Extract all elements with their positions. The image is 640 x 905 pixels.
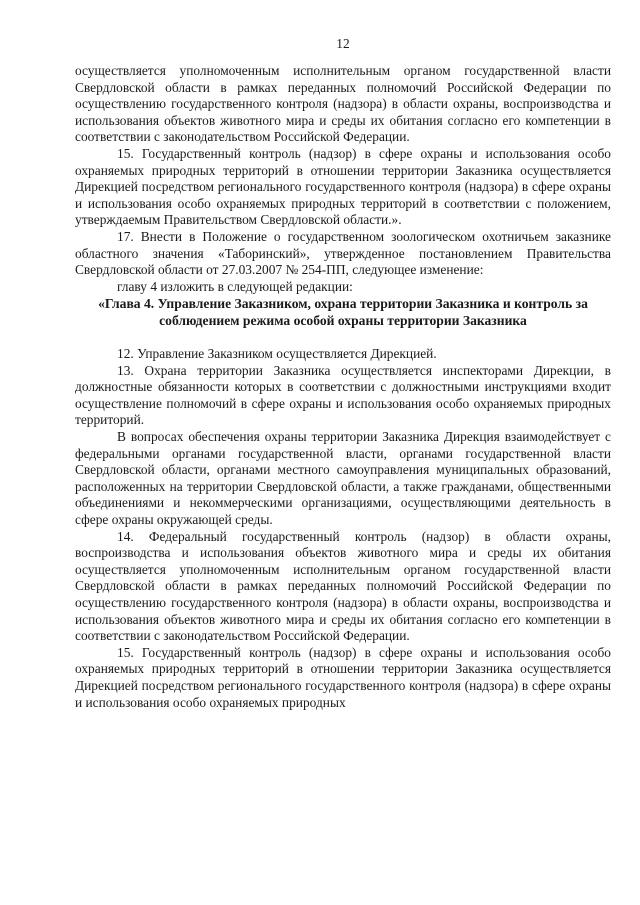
paragraph-item-14: 14. Федеральный государственный контроль (надзор) в области охраны, воспроизводства и использования объектов животного мира и среды их обитания осуществляется уполномоченным исполнительным органом государственной власти Свердловской области в рамках переданных полномочий Российской Федерации по осуществлению государственного контроля (надзора) в области охраны, воспроизводства и использования объектов животного мира и среды их обитания согласно его компетенции в соответствии с законодательством Российской Федерации. [75, 528, 611, 644]
page-number: 12 [336, 36, 350, 51]
paragraph-cooperation: В вопросах обеспечения охраны территории Заказника Дирекция взаимодействует с федеральными органами государственной власти, органами государственной власти Свердловской области, органами местного самоуправления муниципальных образований, расположенных на территории Свердловской области, а также гражданами, общественными объединениями и некоммерческими организациями, осуществляющими деятельность в сфере охраны окружающей среды. [75, 429, 611, 528]
paragraph-continuation: осуществляется уполномоченным исполнительным органом государственной власти Свердловской области в рамках переданных полномочий Российской Федерации по осуществлению государственного контроля (надзора) в области охраны, воспроизводства и использования объектов животного мира и среды их обитания согласно его компетенции в соответствии с законодательством Российской Федерации. [75, 63, 611, 145]
paragraph-item-12: 12. Управление Заказником осуществляется Дирекцией. [117, 346, 437, 362]
document-body [75, 63, 611, 711]
paragraph-item-15: 15. Государственный контроль (надзор) в сфере охраны и использования особо охраняемых природных территорий в отношении территории Заказника осуществляется Дирекцией посредством регионального государственного контроля (надзора) в сфере охраны и использования особо охраняемых природных территорий в соответствии с положением, утверждаемым Правительством Свердловской области.». [75, 145, 611, 228]
paragraph-item-13: 13. Охрана территории Заказника осуществляется инспекторами Дирекции, в должностные обязанности которых в соответствии с должностными инструкциями входит осуществление полномочий в сфере охраны и использования особо охраняемых природных территорий. [75, 362, 611, 428]
paragraph-item-17: 17. Внести в Положение о государственном зоологическом охотничьем заказнике областного значения «Таборинский», утвержденное постановлением Правительства Свердловской области от 27.03.2007 № 254-ПП, следующее изменение: [75, 228, 611, 278]
paragraph-chapter-intro: главу 4 изложить в следующей редакции: [117, 278, 353, 294]
chapter-heading: «Глава 4. Управление Заказником, охрана территории Заказника и контроль за соблюдением режима особой охраны территории Заказника [98, 296, 588, 328]
paragraph-item-15-new: 15. Государственный контроль (надзор) в сфере охраны и использования особо охраняемых природных территорий в отношении территории Заказника осуществляется Дирекцией посредством регионального государственного контроля (надзора) в сфере охраны и использования особо охраняемых природных [75, 644, 611, 710]
blank-line [75, 330, 611, 347]
